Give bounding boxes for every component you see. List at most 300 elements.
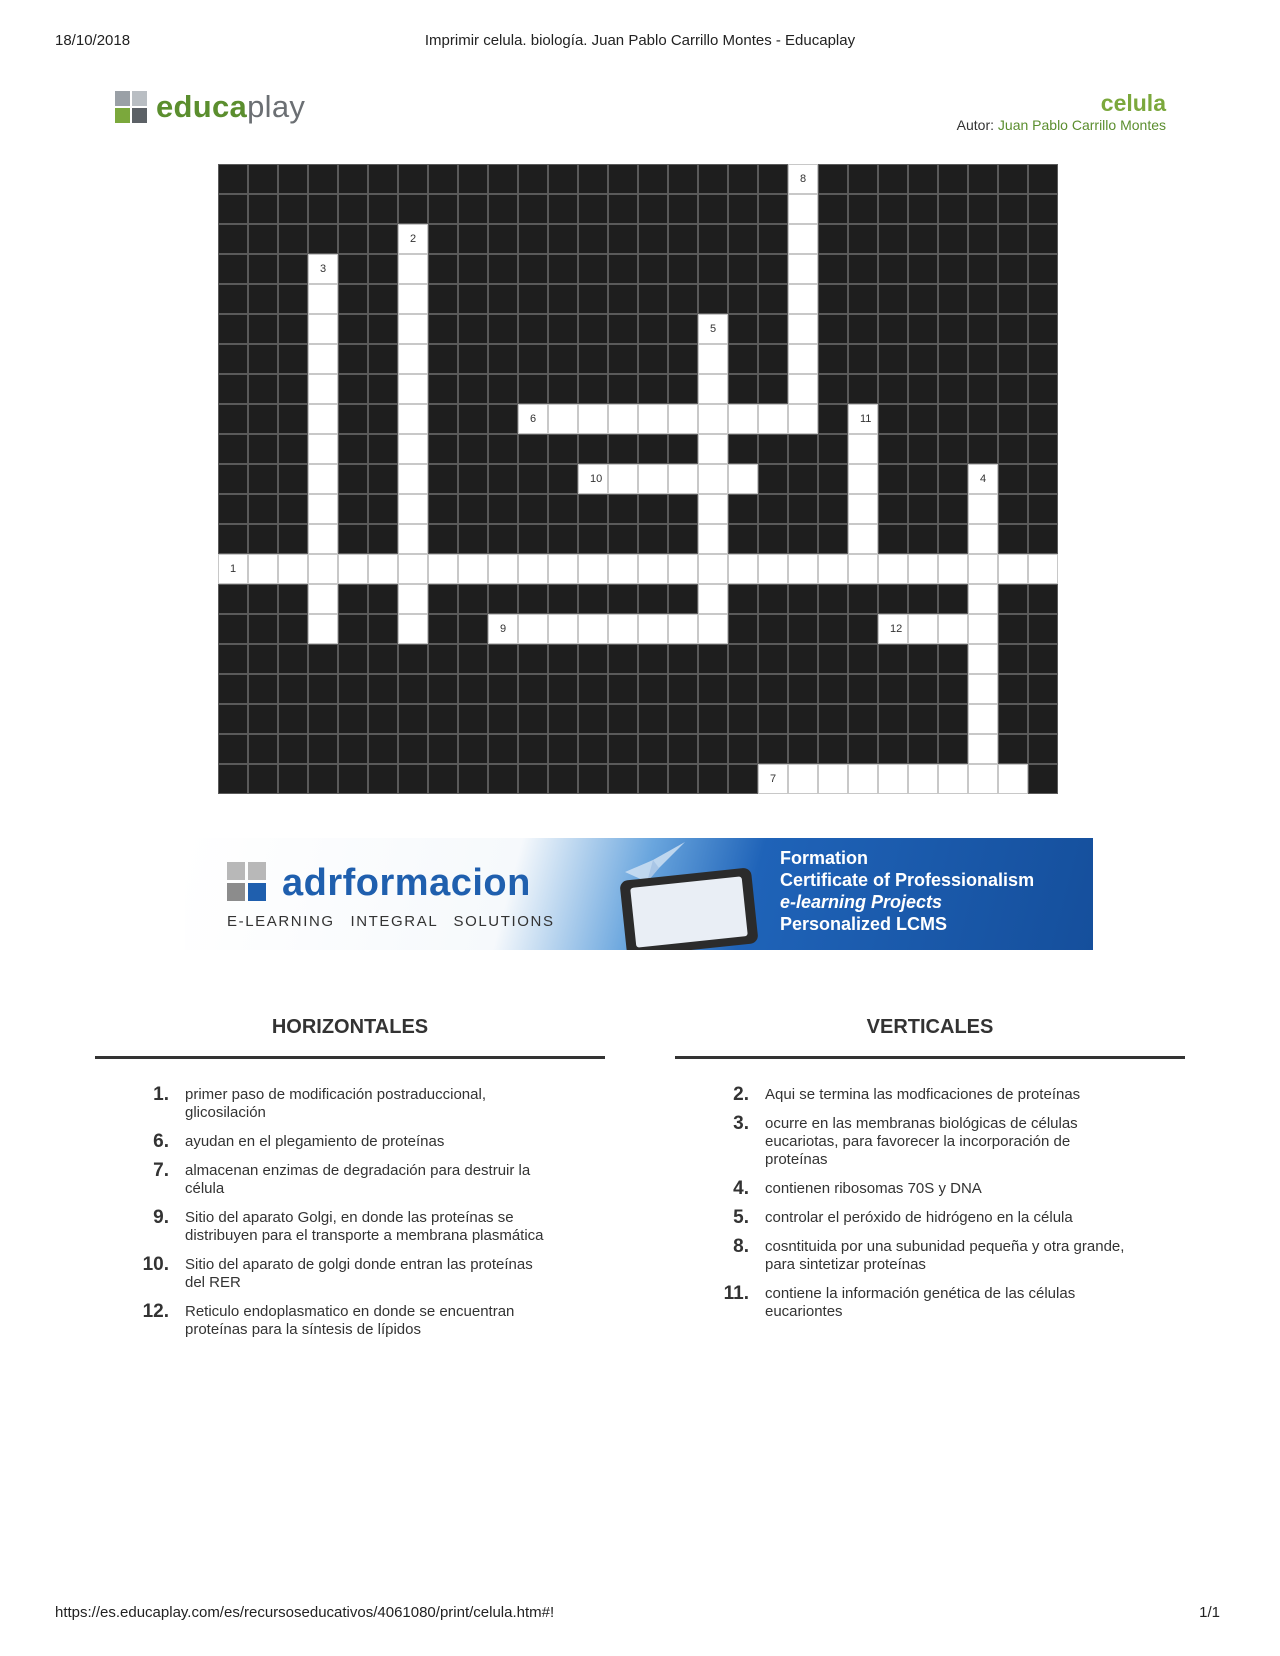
crossword-block [818, 644, 848, 674]
crossword-cell[interactable] [398, 404, 428, 434]
crossword-cell[interactable] [908, 614, 938, 644]
crossword-cell[interactable] [998, 554, 1028, 584]
crossword-cell[interactable] [548, 554, 578, 584]
crossword-cell[interactable] [758, 764, 788, 794]
crossword-cell[interactable] [968, 734, 998, 764]
crossword-block [878, 224, 908, 254]
verticales-divider [675, 1056, 1185, 1059]
crossword-cell[interactable] [608, 554, 638, 584]
crossword-block [638, 764, 668, 794]
crossword-block [338, 404, 368, 434]
crossword-cell[interactable] [698, 314, 728, 344]
crossword-block [488, 374, 518, 404]
crossword-cell[interactable] [668, 554, 698, 584]
verticales-clue-list [675, 1086, 1135, 1332]
crossword-cell[interactable] [788, 194, 818, 224]
crossword-block [1028, 674, 1058, 704]
crossword-block [518, 734, 548, 764]
crossword-cell[interactable] [728, 554, 758, 584]
crossword-cell[interactable] [308, 554, 338, 584]
banner-line-4: Personalized LCMS [780, 914, 948, 934]
crossword-block [818, 374, 848, 404]
crossword-cell[interactable] [488, 554, 518, 584]
crossword-cell[interactable] [848, 554, 878, 584]
crossword-block [758, 614, 788, 644]
crossword-block [518, 224, 548, 254]
crossword-block [338, 674, 368, 704]
crossword-cell[interactable] [878, 554, 908, 584]
clue-item-text: contienen ribosomas 70S y DNA [765, 1180, 982, 1197]
crossword-block [428, 524, 458, 554]
clue-number: 4 [980, 473, 987, 485]
crossword-block [938, 464, 968, 494]
crossword-cell[interactable] [698, 554, 728, 584]
crossword-block [758, 314, 788, 344]
crossword-cell[interactable] [398, 494, 428, 524]
crossword-block [368, 614, 398, 644]
crossword-block [788, 674, 818, 704]
crossword-cell[interactable] [878, 614, 908, 644]
crossword-cell[interactable] [848, 524, 878, 554]
crossword-cell[interactable] [788, 554, 818, 584]
crossword-block [1028, 524, 1058, 554]
crossword-block [698, 704, 728, 734]
crossword-block [488, 254, 518, 284]
crossword-cell[interactable] [968, 554, 998, 584]
crossword-cell[interactable] [698, 614, 728, 644]
crossword-cell[interactable] [578, 614, 608, 644]
crossword-cell[interactable] [698, 374, 728, 404]
crossword-cell[interactable] [398, 614, 428, 644]
crossword-block [368, 284, 398, 314]
crossword-block [218, 584, 248, 614]
crossword-block [518, 464, 548, 494]
crossword-block [338, 314, 368, 344]
crossword-block [728, 284, 758, 314]
crossword-block [668, 254, 698, 284]
crossword-cell[interactable] [908, 554, 938, 584]
crossword-cell[interactable] [308, 374, 338, 404]
clue-number: 11 [860, 413, 872, 425]
clue-item-text: almacenan enzimas de degradación para destruir la célula [185, 1162, 531, 1197]
crossword-cell[interactable] [968, 644, 998, 674]
crossword-cell[interactable] [308, 284, 338, 314]
clue-item-number: 5. [733, 1207, 749, 1228]
crossword-block [248, 674, 278, 704]
clue-item-text: ayudan en el plegamiento de proteínas [185, 1133, 445, 1150]
crossword-cell[interactable] [578, 554, 608, 584]
crossword-block [338, 254, 368, 284]
crossword-cell[interactable] [518, 554, 548, 584]
crossword-cell[interactable] [398, 524, 428, 554]
banner-brand: adrformacion [282, 862, 531, 904]
crossword-block [788, 494, 818, 524]
crossword-cell[interactable] [398, 254, 428, 284]
crossword-cell[interactable] [398, 344, 428, 374]
crossword-block [578, 674, 608, 704]
crossword-cell[interactable] [968, 704, 998, 734]
crossword-block [518, 164, 548, 194]
crossword-cell[interactable] [698, 524, 728, 554]
crossword-block [308, 224, 338, 254]
crossword-block [848, 374, 878, 404]
crossword-cell[interactable] [728, 464, 758, 494]
crossword-cell[interactable] [398, 374, 428, 404]
crossword-cell[interactable] [608, 614, 638, 644]
crossword-cell[interactable] [1028, 554, 1058, 584]
crossword-block [428, 494, 458, 524]
crossword-block [638, 674, 668, 704]
crossword-block [338, 224, 368, 254]
crossword-block [998, 614, 1028, 644]
crossword-cell[interactable] [698, 494, 728, 524]
crossword-block [638, 194, 668, 224]
clue-item-number: 9. [153, 1207, 169, 1228]
crossword-cell[interactable] [668, 404, 698, 434]
crossword-cell[interactable] [608, 404, 638, 434]
crossword-block [368, 584, 398, 614]
crossword-block [458, 524, 488, 554]
crossword-cell[interactable] [788, 344, 818, 374]
crossword-cell[interactable] [368, 554, 398, 584]
crossword-block [698, 164, 728, 194]
activity-title: celula [1100, 90, 1166, 116]
crossword-block [938, 644, 968, 674]
crossword-block [728, 674, 758, 704]
crossword-block [578, 734, 608, 764]
crossword-cell[interactable] [818, 554, 848, 584]
crossword-block [488, 584, 518, 614]
crossword-block [1028, 374, 1058, 404]
crossword-cell[interactable] [518, 614, 548, 644]
crossword-block [908, 194, 938, 224]
crossword-block [278, 404, 308, 434]
crossword-block [428, 374, 458, 404]
crossword-cell[interactable] [998, 764, 1028, 794]
clue-item-text: primer paso de modificación postraduccional, glicosilación [185, 1086, 486, 1121]
crossword-block [638, 254, 668, 284]
crossword-block [1028, 764, 1058, 794]
verticales-title: VERTICALES [866, 1016, 994, 1038]
educaplay-logo[interactable] [115, 88, 305, 126]
crossword-block [818, 344, 848, 374]
crossword-block [938, 314, 968, 344]
crossword-block [548, 734, 578, 764]
crossword-block [278, 734, 308, 764]
crossword-cell[interactable] [788, 224, 818, 254]
crossword-cell[interactable] [668, 464, 698, 494]
crossword-block [368, 674, 398, 704]
crossword-block [488, 494, 518, 524]
crossword-cell[interactable] [788, 254, 818, 284]
crossword-block [308, 764, 338, 794]
crossword-block [638, 344, 668, 374]
crossword-cell[interactable] [698, 404, 728, 434]
crossword-block [638, 494, 668, 524]
author-link[interactable]: Juan Pablo Carrillo Montes [997, 117, 1166, 133]
crossword-cell[interactable] [968, 614, 998, 644]
crossword-block [578, 344, 608, 374]
crossword-block [308, 704, 338, 734]
crossword-cell[interactable] [308, 434, 338, 464]
crossword-cell[interactable] [908, 764, 938, 794]
crossword-block [908, 464, 938, 494]
crossword-block [818, 224, 848, 254]
crossword-cell[interactable] [398, 464, 428, 494]
crossword-block [998, 494, 1028, 524]
crossword-cell[interactable] [638, 614, 668, 644]
crossword-cell[interactable] [728, 404, 758, 434]
crossword-cell[interactable] [608, 464, 638, 494]
crossword-block [578, 194, 608, 224]
crossword-cell[interactable] [398, 314, 428, 344]
crossword-block [428, 224, 458, 254]
crossword-block [458, 674, 488, 704]
crossword-block [668, 674, 698, 704]
crossword-cell[interactable] [788, 764, 818, 794]
crossword-cell[interactable] [878, 764, 908, 794]
crossword-block [308, 674, 338, 704]
crossword-block [998, 704, 1028, 734]
crossword-block [368, 494, 398, 524]
crossword-cell[interactable] [788, 164, 818, 194]
crossword-block [608, 704, 638, 734]
crossword-block [428, 194, 458, 224]
crossword-block [938, 494, 968, 524]
adrformacion-banner[interactable] [185, 838, 1093, 950]
crossword-cell[interactable] [488, 614, 518, 644]
crossword-block [488, 704, 518, 734]
crossword-block [668, 494, 698, 524]
crossword-block [758, 584, 788, 614]
crossword-block [578, 164, 608, 194]
crossword-block [998, 644, 1028, 674]
crossword-cell[interactable] [638, 404, 668, 434]
crossword-block [248, 494, 278, 524]
crossword-cell[interactable] [938, 764, 968, 794]
crossword-cell[interactable] [788, 374, 818, 404]
crossword-block [278, 194, 308, 224]
crossword-block [938, 434, 968, 464]
crossword-block [668, 764, 698, 794]
clue-item-number: 8. [733, 1236, 749, 1257]
crossword-block [1028, 704, 1058, 734]
crossword-cell[interactable] [308, 614, 338, 644]
crossword-block [608, 524, 638, 554]
clue-item [95, 1303, 555, 1339]
crossword-block [518, 254, 548, 284]
crossword-block [278, 224, 308, 254]
crossword-block [788, 704, 818, 734]
crossword-cell[interactable] [848, 494, 878, 524]
crossword-block [728, 224, 758, 254]
crossword-block [458, 434, 488, 464]
banner-tagline: E-LEARNING INTEGRAL SOLUTIONS [227, 913, 555, 930]
crossword-block [368, 314, 398, 344]
crossword-cell[interactable] [398, 584, 428, 614]
crossword-cell[interactable] [578, 464, 608, 494]
crossword-cell[interactable] [548, 404, 578, 434]
crossword-block [878, 464, 908, 494]
crossword-block [818, 164, 848, 194]
crossword-block [578, 704, 608, 734]
crossword-cell[interactable] [308, 494, 338, 524]
crossword-block [278, 314, 308, 344]
tablet-icon [619, 867, 758, 950]
crossword-block [938, 224, 968, 254]
crossword-block [458, 314, 488, 344]
crossword-block [908, 584, 938, 614]
crossword-block [428, 734, 458, 764]
crossword-block [218, 404, 248, 434]
crossword-block [458, 254, 488, 284]
crossword-block [578, 374, 608, 404]
clue-item-text: Aqui se termina las modficaciones de proteínas [765, 1086, 1081, 1103]
crossword-cell[interactable] [248, 554, 278, 584]
crossword-block [578, 764, 608, 794]
crossword-block [968, 344, 998, 374]
crossword-block [218, 464, 248, 494]
crossword-cell[interactable] [308, 314, 338, 344]
crossword-cell[interactable] [308, 584, 338, 614]
crossword-cell[interactable] [818, 764, 848, 794]
crossword-block [248, 704, 278, 734]
crossword-block [728, 734, 758, 764]
crossword-block [938, 194, 968, 224]
crossword-block [848, 704, 878, 734]
crossword-block [278, 494, 308, 524]
crossword-cell[interactable] [578, 404, 608, 434]
crossword-cell[interactable] [548, 614, 578, 644]
crossword-cell[interactable] [968, 584, 998, 614]
crossword-block [368, 404, 398, 434]
crossword-block [848, 314, 878, 344]
crossword-block [338, 344, 368, 374]
crossword-cell[interactable] [788, 284, 818, 314]
crossword-block [398, 734, 428, 764]
crossword-cell[interactable] [698, 434, 728, 464]
crossword-cell[interactable] [308, 464, 338, 494]
crossword-cell[interactable] [458, 554, 488, 584]
crossword-block [878, 284, 908, 314]
crossword-block [218, 374, 248, 404]
crossword-block [308, 164, 338, 194]
crossword-block [458, 464, 488, 494]
crossword-cell[interactable] [968, 674, 998, 704]
crossword-cell[interactable] [848, 464, 878, 494]
crossword-block [878, 194, 908, 224]
crossword-cell[interactable] [278, 554, 308, 584]
crossword-cell[interactable] [938, 614, 968, 644]
print-date: 18/10/2018 [55, 32, 131, 49]
crossword-cell[interactable] [938, 554, 968, 584]
crossword-block [458, 704, 488, 734]
clue-item-text: controlar el peróxido de hidrógeno en la célula [765, 1209, 1073, 1226]
crossword-cell[interactable] [638, 554, 668, 584]
clue-number: 1 [230, 563, 237, 575]
crossword-cell[interactable] [848, 404, 878, 434]
crossword-cell[interactable] [968, 764, 998, 794]
clue-item [675, 1086, 1135, 1104]
crossword-block [248, 224, 278, 254]
crossword-block [518, 344, 548, 374]
crossword-cell[interactable] [698, 584, 728, 614]
crossword-cell[interactable] [968, 494, 998, 524]
crossword-cell[interactable] [788, 404, 818, 434]
crossword-cell[interactable] [308, 524, 338, 554]
crossword-cell[interactable] [398, 434, 428, 464]
crossword-cell[interactable] [638, 464, 668, 494]
crossword-block [818, 734, 848, 764]
crossword-block [458, 224, 488, 254]
crossword-block [728, 194, 758, 224]
crossword-block [248, 524, 278, 554]
crossword-block [368, 164, 398, 194]
crossword-block [758, 704, 788, 734]
crossword-cell[interactable] [788, 314, 818, 344]
crossword-block [758, 164, 788, 194]
crossword-cell[interactable] [668, 614, 698, 644]
crossword-cell[interactable] [398, 284, 428, 314]
clue-item-number: 10. [142, 1254, 169, 1275]
crossword-block [968, 164, 998, 194]
crossword-cell[interactable] [218, 554, 248, 584]
crossword-block [548, 224, 578, 254]
crossword-cell[interactable] [308, 344, 338, 374]
crossword-cell[interactable] [698, 344, 728, 374]
crossword-cell[interactable] [518, 404, 548, 434]
crossword-cell[interactable] [398, 554, 428, 584]
crossword-block [608, 284, 638, 314]
crossword-cell[interactable] [398, 224, 428, 254]
crossword-cell[interactable] [308, 254, 338, 284]
crossword-block [218, 344, 248, 374]
crossword-block [998, 164, 1028, 194]
crossword-cell[interactable] [308, 404, 338, 434]
crossword-cell[interactable] [338, 554, 368, 584]
crossword-cell[interactable] [428, 554, 458, 584]
crossword-cell[interactable] [968, 524, 998, 554]
crossword-block [248, 344, 278, 374]
crossword-block [278, 284, 308, 314]
crossword-cell[interactable] [758, 404, 788, 434]
crossword-cell[interactable] [758, 554, 788, 584]
crossword-block [338, 494, 368, 524]
crossword-block [278, 464, 308, 494]
crossword-block [398, 764, 428, 794]
crossword-block [698, 674, 728, 704]
crossword-block [608, 254, 638, 284]
crossword-block [578, 254, 608, 284]
crossword-cell[interactable] [848, 764, 878, 794]
crossword-block [398, 194, 428, 224]
crossword-cell[interactable] [698, 464, 728, 494]
crossword-block [938, 164, 968, 194]
crossword-block [278, 164, 308, 194]
crossword-block [938, 524, 968, 554]
crossword-block [338, 734, 368, 764]
crossword-cell[interactable] [968, 464, 998, 494]
crossword-block [218, 674, 248, 704]
crossword-block [518, 584, 548, 614]
crossword-block [518, 704, 548, 734]
crossword-block [548, 464, 578, 494]
crossword-block [788, 614, 818, 644]
crossword-cell[interactable] [848, 434, 878, 464]
clue-item-number: 6. [153, 1131, 169, 1152]
crossword-block [728, 344, 758, 374]
clue-item-number: 12. [142, 1301, 169, 1322]
